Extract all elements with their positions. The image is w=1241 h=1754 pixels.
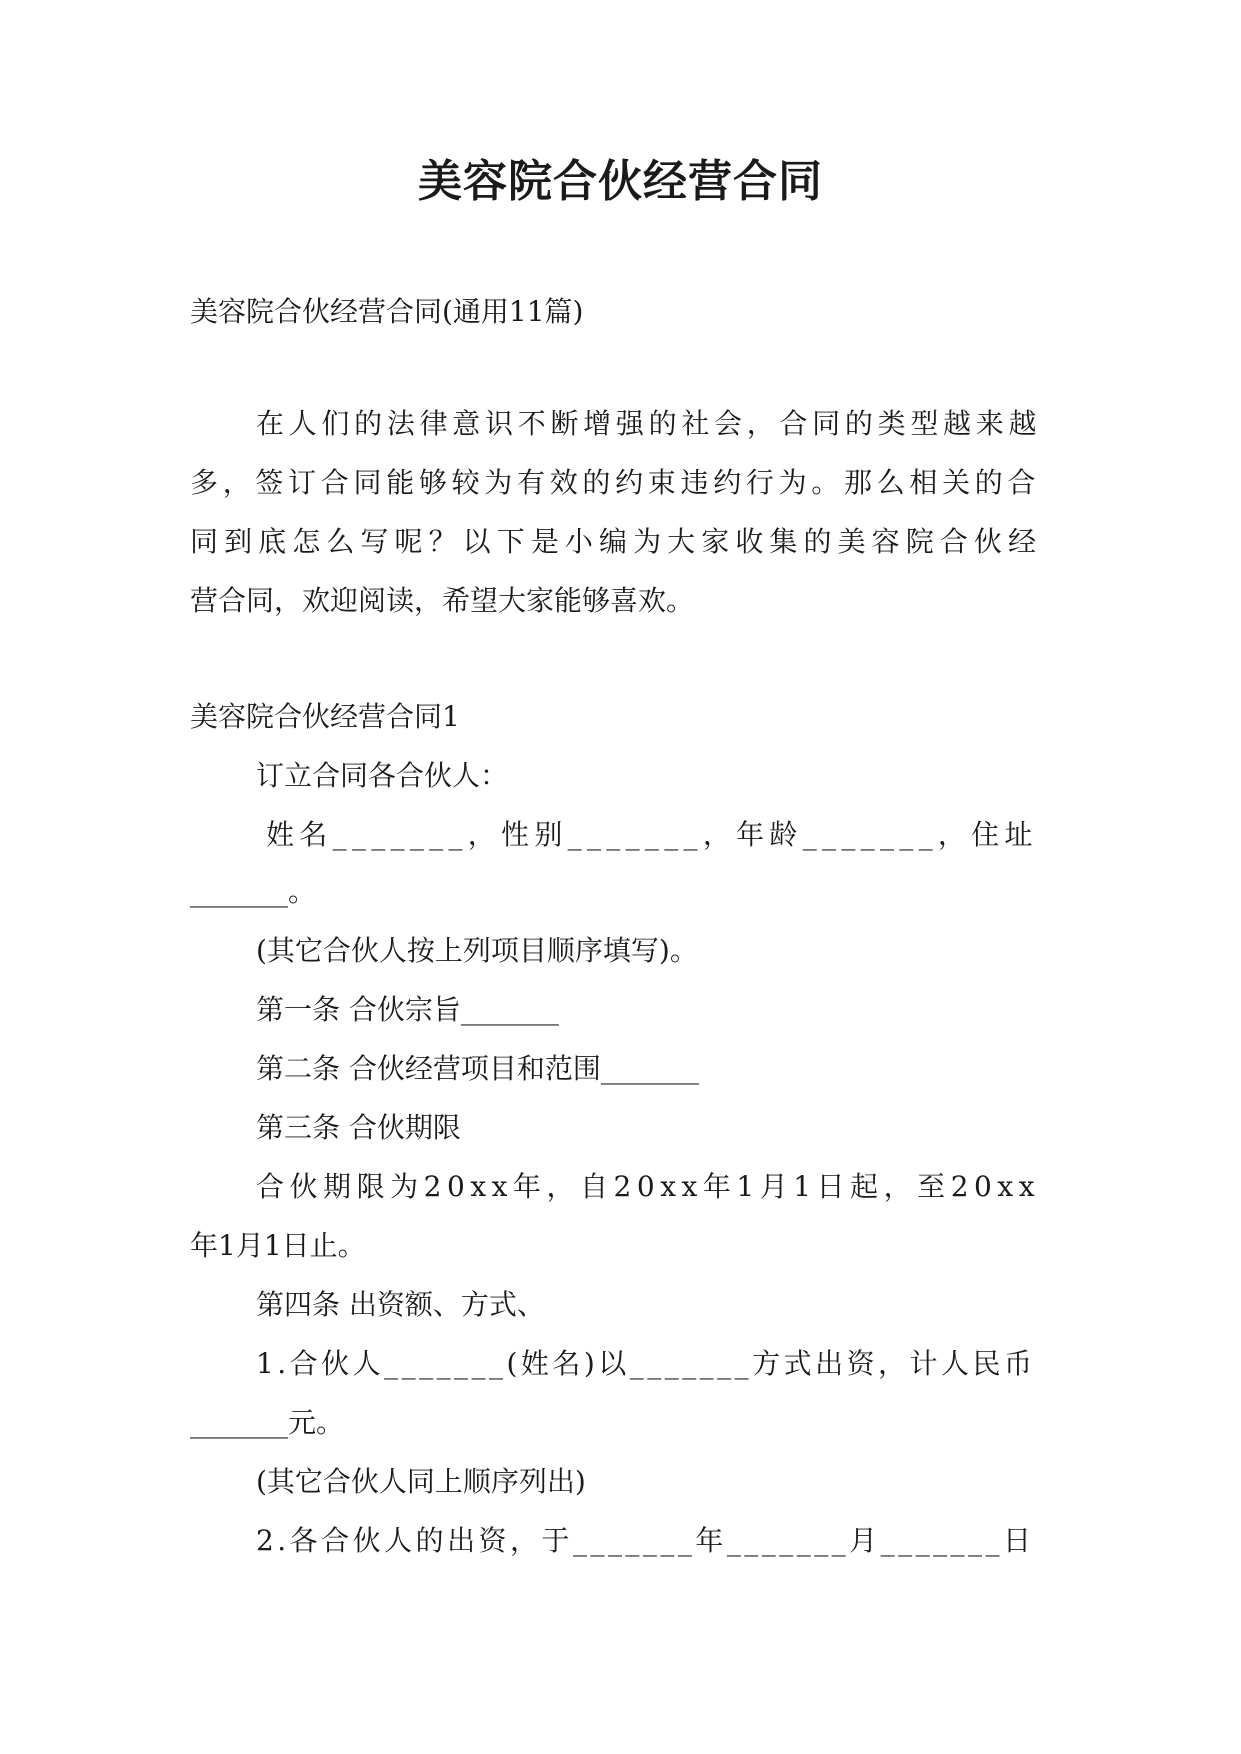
body-line: _______元。 — [190, 1406, 345, 1439]
intro-line-3: 同到底怎么写呢？以下是小编为大家收集的美容院合伙经 — [190, 525, 1043, 558]
document-subtitle: 美容院合伙经营合同(通用11篇) — [190, 295, 584, 328]
body-line: 2.各合伙人的出资，于_______年_______月_______日 — [256, 1524, 1035, 1557]
intro-line-1: 在人们的法律意识不断增强的社会，合同的类型越来越 — [256, 407, 1042, 440]
body-line: 1.合伙人_______(姓名)以_______方式出资，计人民币 — [256, 1347, 1036, 1380]
intro-line-4: 营合同，欢迎阅读，希望大家能够喜欢。 — [190, 584, 695, 617]
body-line: 订立合同各合伙人： — [256, 759, 509, 792]
intro-line-2: 多，签订合同能够较为有效的约束违约行为。那么相关的合 — [190, 466, 1041, 499]
body-line: (其它合伙人按上列项目顺序填写)。 — [256, 934, 698, 967]
body-line: 姓名_______，性别_______，年龄_______，住址 — [266, 818, 1038, 851]
body-line: 年1月1日止。 — [190, 1229, 366, 1262]
body-line: 第三条 合伙期限 — [256, 1111, 461, 1144]
document-title: 美容院合伙经营合同 — [418, 156, 823, 207]
body-line: 第二条 合伙经营项目和范围_______ — [256, 1052, 699, 1085]
body-line: _______。 — [190, 875, 317, 908]
body-line: 第一条 合伙宗旨_______ — [256, 993, 559, 1026]
body-line: (其它合伙人同上顺序列出) — [256, 1465, 586, 1498]
body-line: 合伙期限为20xx年，自20xx年1月1日起，至20xx — [256, 1170, 1041, 1203]
section-heading: 美容院合伙经营合同1 — [190, 700, 460, 733]
body-line: 第四条 出资额、方式、 — [256, 1288, 545, 1321]
